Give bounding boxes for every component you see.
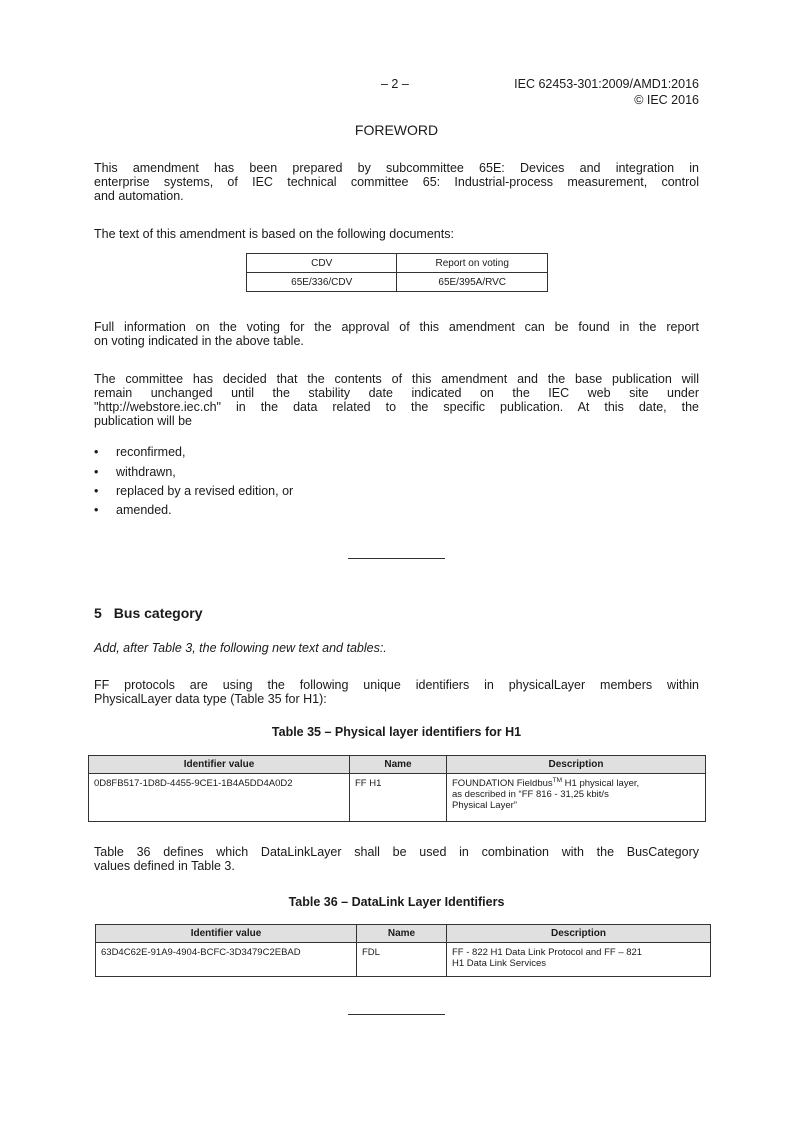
table-header-cell: Description — [447, 925, 711, 943]
list-item-text: amended. — [116, 503, 172, 517]
amendment-instruction — [94, 641, 699, 655]
description-text: FF - 822 H1 Data Link Protocol and FF – 821 — [452, 947, 643, 958]
table-36-intro-paragraph — [94, 845, 699, 873]
stability-paragraph — [94, 372, 699, 428]
bullet-icon: • — [94, 484, 99, 498]
description-text: H1 physical layer, — [562, 778, 640, 789]
table-header-cell: Identifier value — [96, 925, 357, 943]
based-on-paragraph — [94, 227, 699, 241]
page-number: – 2 – — [381, 77, 409, 91]
text-line: Table 36 defines which DataLinkLayer shall be used in combination with the BusCategory — [94, 845, 699, 859]
list-item — [94, 465, 176, 479]
table-header-cell: Name — [350, 756, 447, 774]
text-line: FF protocols are using the following unique identifiers in physicalLayer members within — [94, 678, 699, 692]
text-line: enterprise systems, of IEC technical committee 65: Industrial-process measurement, control — [94, 175, 699, 189]
table-cell: 63D4C62E-91A9-4904-BCFC-3D3479C2EBAD — [96, 943, 357, 977]
table-cell-description — [447, 943, 711, 977]
bullet-icon: • — [94, 445, 99, 459]
description-text: Physical Layer” — [452, 800, 517, 811]
text-line: The committee has decided that the contents of this amendment and the base publication will — [94, 372, 699, 386]
foreword-intro-paragraph — [94, 161, 699, 203]
table-header-cell: Report on voting — [397, 254, 548, 273]
text-line: The text of this amendment is based on the following documents: — [94, 227, 454, 241]
table-35 — [88, 755, 706, 822]
table-cell: 65E/336/CDV — [247, 273, 397, 292]
table-header-cell: Identifier value — [89, 756, 350, 774]
section-separator — [348, 558, 445, 559]
table-36-caption: Table 36 – DataLink Layer Identifiers — [288, 895, 505, 909]
text-line: values defined in Table 3. — [94, 859, 235, 873]
list-item-text: reconfirmed, — [116, 445, 186, 459]
document-id: IEC 62453-301:2009/AMD1:2016 — [514, 77, 699, 91]
table-header-cell: Name — [357, 925, 447, 943]
documents-table — [246, 253, 548, 292]
table-36 — [95, 924, 711, 977]
text-line: publication will be — [94, 414, 192, 428]
end-separator — [348, 1014, 445, 1015]
section-number: 5 — [94, 605, 102, 621]
table-cell-description — [447, 774, 706, 822]
table-cell: 65E/395A/RVC — [397, 273, 548, 292]
list-item-text: withdrawn, — [116, 465, 176, 479]
text-line: remain unchanged until the stability date indicated on the IEC web site under — [94, 386, 699, 400]
table-cell: 0D8FB517-1D8D-4455-9CE1-1B4A5DD4A0D2 — [89, 774, 350, 822]
bullet-icon: • — [94, 503, 99, 517]
list-item — [94, 503, 172, 517]
section-title: Bus category — [113, 605, 203, 621]
text-line: PhysicalLayer data type (Table 35 for H1): — [94, 692, 327, 706]
text-line: "http://webstore.iec.ch" in the data related to the specific publication. At this date, the — [94, 400, 699, 414]
ff-protocols-paragraph — [94, 678, 699, 706]
text-line: Add, after Table 3, the following new text and tables:. — [94, 641, 387, 655]
text-line: This amendment has been prepared by subcommittee 65E: Devices and integration in — [94, 161, 699, 175]
table-35-caption: Table 35 – Physical layer identifiers for H1 — [271, 725, 522, 739]
trademark-mark: TM — [552, 776, 563, 784]
description-text: H1 Data Link Services — [452, 958, 546, 969]
list-item-text: replaced by a revised edition, or — [116, 484, 294, 498]
bullet-icon: • — [94, 465, 99, 479]
text-line: and automation. — [94, 189, 184, 203]
text-line: Full information on the voting for the approval of this amendment can be found in the report — [94, 320, 699, 334]
section-heading — [94, 605, 203, 621]
foreword-title: FOREWORD — [354, 122, 439, 138]
list-item — [94, 445, 185, 459]
table-cell: FF H1 — [350, 774, 447, 822]
text-line: on voting indicated in the above table. — [94, 334, 304, 348]
table-header-cell: CDV — [247, 254, 397, 273]
voting-paragraph — [94, 320, 699, 348]
copyright: © IEC 2016 — [634, 93, 699, 107]
description-text: FOUNDATION Fieldbus — [452, 778, 553, 789]
table-cell: FDL — [357, 943, 447, 977]
description-text: as described in “FF 816 - 31,25 kbit/s — [452, 789, 609, 800]
table-header-cell: Description — [447, 756, 706, 774]
list-item — [94, 484, 293, 498]
